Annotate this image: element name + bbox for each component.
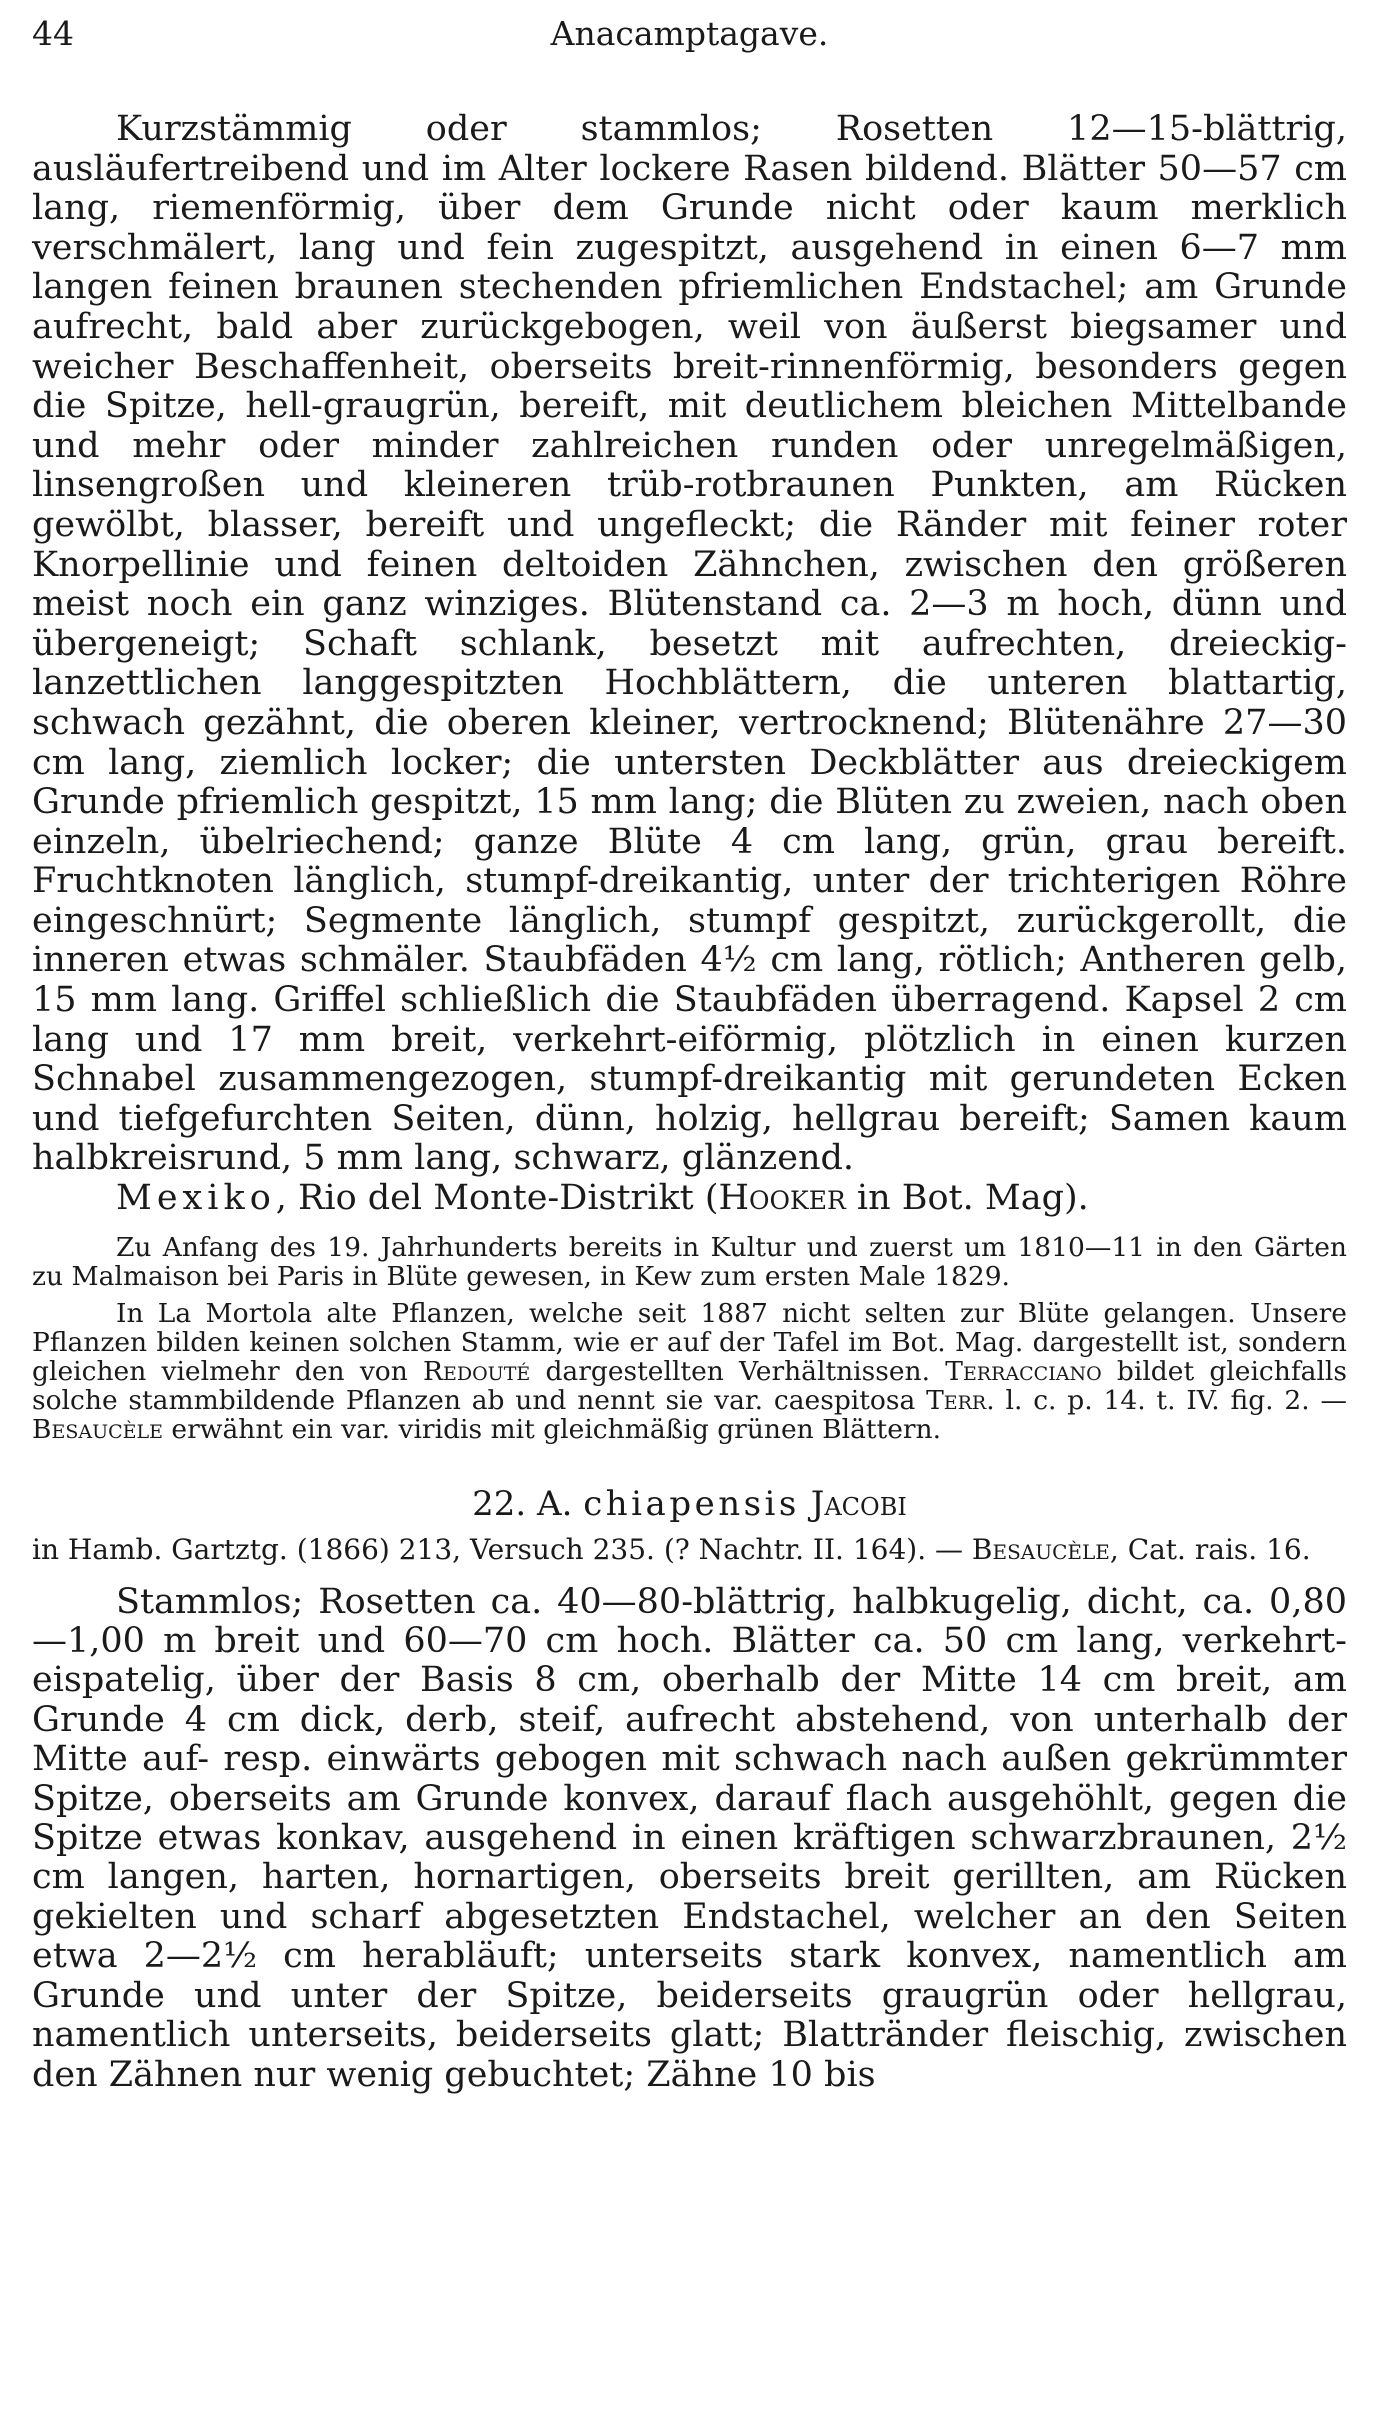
note-mortola	[32, 1299, 1347, 1444]
description-paragraph: Stammlos; Rosetten ca. 40—80-blättrig, halbkugelig, dicht, ca. 0,80—1,00 m breit und 60—70 cm hoch. Blätter ca. 50 cm lang, verkehrt-eispatelig, über der Basis 8 cm, oberhalb der Mitte 14 cm breit, am Grunde 4 cm dick, derb, steif, aufrecht abstehend, von unterhalb der Mitte auf- resp. einwärts gebogen mit schwach nach außen gekrümmter Spitze, oberseits am Grunde konvex, darauf flach ausgehöhlt, gegen die Spitze etwas konkav, ausgehend in einen kräftigen schwarzbraunen, 2½ cm langen, harten, hornartigen, oberseits breit gerillten, am Rücken gekielten und scharf abgesetzten Endstachel, welcher an den Seiten etwa 2—2½ cm herabläuft; unterseits stark konvex, namentlich am Grunde und unter der Spitze, beiderseits graugrün oder hellgrau, namentlich unterseits, beiderseits glatt; Blattränder fleischig, zwischen den Zähnen nur wenig gebuchtet; Zähne 10 bis	[32, 1581, 1347, 2095]
note-text: dargestellten Verhältnissen.	[530, 1355, 946, 1387]
locality-source: in Bot. Mag).	[845, 1178, 1089, 1219]
species-number: 22. A.	[472, 1483, 584, 1524]
locality-region: , Rio del Monte-Distrikt (	[275, 1178, 719, 1219]
species-description-21	[32, 110, 1347, 1219]
running-title: Anacamptagave.	[550, 14, 829, 53]
locality-line	[32, 1179, 1347, 1219]
citation-text: in Hamb. Gartztg. (1866) 213, Versuch 235. (? Nachtr. II. 164). —	[32, 1532, 972, 1566]
note-text: In La Mortola alte Pflanzen, welche seit 1887 nicht selten zur Blüte gelangen. Unsere Pflanzen bilden keinen solchen Stamm, wie er auf der Tafel im Bot. Mag. dargestellt ist, sondern gleichen vielmehr den von	[32, 1297, 1347, 1387]
page-header	[32, 0, 1347, 60]
locality-country: Mexiko	[116, 1178, 276, 1219]
citation-author: Besaucèle	[971, 1532, 1110, 1566]
citation-text: , Cat. rais. 16.	[1109, 1532, 1311, 1566]
page-number: 44	[32, 14, 74, 53]
author-terracciano: Terracciano	[945, 1355, 1102, 1387]
species-author: Jacobi	[810, 1483, 907, 1524]
species-citation	[32, 1534, 1347, 1565]
note-cultivation-history: Zu Anfang des 19. Jahrhunderts bereits in Kultur und zuerst um 1810—11 in den Gärten zu Malmaison bei Paris in Blüte gewesen, in Kew zum ersten Male 1829.	[32, 1231, 1347, 1292]
species-description-22	[32, 1583, 1347, 2095]
footnotes	[32, 1233, 1347, 1444]
note-text: l. c. p. 14. t. IV. fig. 2. —	[994, 1384, 1348, 1416]
note-text: erwähnt ein var. viridis mit gleichmäßig grünen Blättern.	[163, 1413, 942, 1445]
author-redoute: Redouté	[423, 1355, 531, 1387]
species-heading	[32, 1484, 1347, 1524]
author-besaucele: Besaucèle	[32, 1413, 163, 1445]
locality-author: Hooker	[718, 1178, 846, 1219]
page-body	[32, 110, 1347, 2095]
note-text: bildet gleichfalls solche stammbildende Pflanzen ab und nennt sie var. caespitosa	[32, 1355, 1347, 1416]
description-paragraph: Kurzstämmig oder stammlos; Rosetten 12—15-blättrig, ausläufertreibend und im Alter lockere Rasen bildend. Blätter 50—57 cm lang, riemenförmig, über dem Grunde nicht oder kaum merklich verschmälert, lang und fein zugespitzt, ausgehend in einen 6—7 mm langen feinen braunen stechenden pfriemlichen Endstachel; am Grunde aufrecht, bald aber zurückgebogen, weil von äußerst biegsamer und weicher Beschaffenheit, oberseits breit-rinnenförmig, besonders gegen die Spitze, hell-graugrün, bereift, mit deutlichem bleichen Mittelbande und mehr oder minder zahlreichen runden oder unregelmäßigen, linsengroßen und kleineren trüb-rotbraunen Punkten, am Rücken gewölbt, blasser, bereift und ungefleckt; die Ränder mit feiner roter Knorpellinie und feinen deltoiden Zähnchen, zwischen den größeren meist noch ein ganz winziges. Blütenstand ca. 2—3 m hoch, dünn und übergeneigt; Schaft schlank, besetzt mit aufrechten, dreieckig-lanzettlichen langgespitzten Hochblättern, die unteren blattartig, schwach gezähnt, die oberen kleiner, vertrocknend; Blütenähre 27—30 cm lang, ziemlich locker; die untersten Deckblätter aus dreieckigem Grunde pfriemlich gespitzt, 15 mm lang; die Blüten zu zweien, nach oben einzeln, übelriechend; ganze Blüte 4 cm lang, grün, grau bereift. Fruchtknoten länglich, stumpf-dreikantig, unter der trichterigen Röhre eingeschnürt; Segmente länglich, stumpf gespitzt, zurückgerollt, die inneren etwas schmäler. Staubfäden 4½ cm lang, rötlich; Antheren gelb, 15 mm lang. Griffel schließlich die Staubfäden überragend. Kapsel 2 cm lang und 17 mm breit, verkehrt-eiförmig, plötzlich in einen kurzen Schnabel zusammengezogen, stumpf-dreikantig mit gerundeten Ecken und tiefgefurchten Seiten, dünn, holzig, hellgrau bereift; Samen kaum halbkreisrund, 5 mm lang, schwarz, glänzend.	[32, 109, 1347, 1179]
species-epithet: chiapensis	[583, 1483, 800, 1524]
author-terr: Terr.	[926, 1384, 995, 1416]
